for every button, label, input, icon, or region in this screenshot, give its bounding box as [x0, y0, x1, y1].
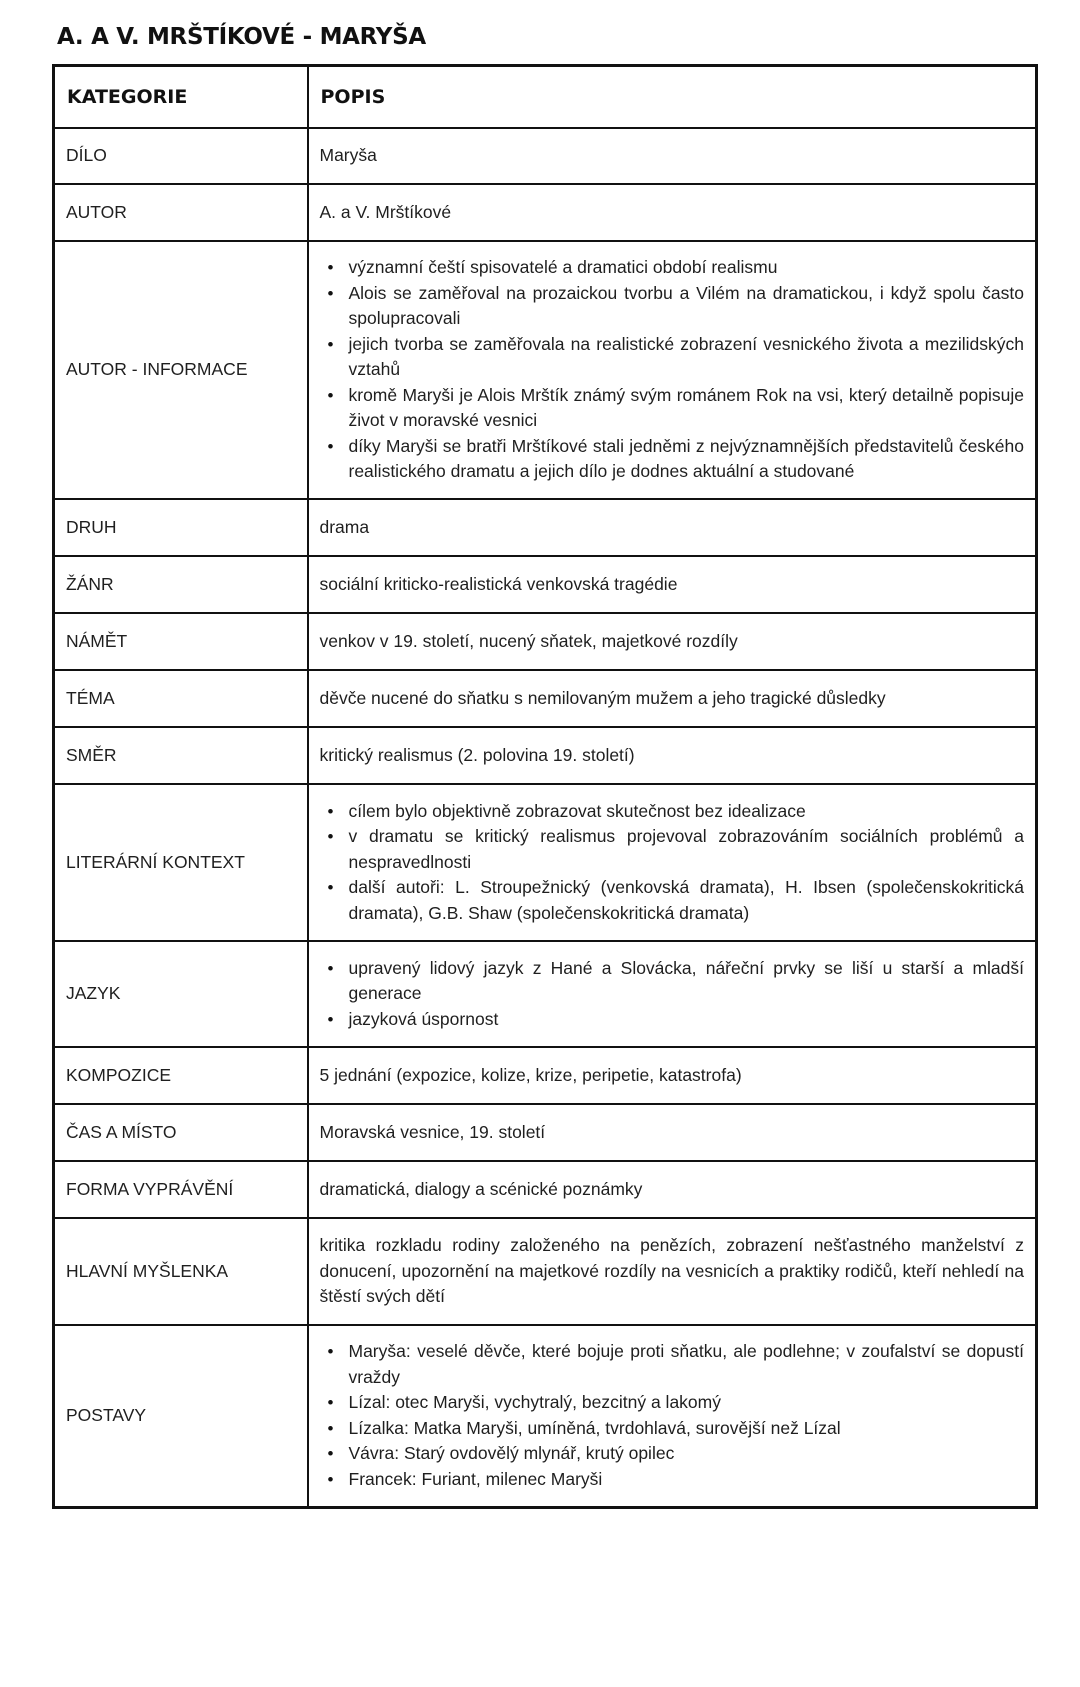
list-item: • významní čeští spisovatelé a dramatici období realismu: [349, 255, 1025, 281]
row-description: děvče nucené do sňatku s nemilovaným mužem a jeho tragické důsledky: [308, 670, 1037, 727]
row-description: [308, 941, 1037, 1047]
row-category: TÉMA: [54, 670, 308, 727]
row-description: [308, 1325, 1037, 1507]
header-description: POPIS: [308, 66, 1037, 129]
list-item: • Lízalka: Matka Maryši, umíněná, tvrdohlavá, surovější než Lízal: [349, 1416, 1025, 1442]
row-description: sociální kriticko-realistická venkovská tragédie: [308, 556, 1037, 613]
list-item: • Francek: Furiant, milenec Maryši: [349, 1467, 1025, 1493]
bullet-list: [320, 956, 1025, 1033]
row-category: LITERÁRNÍ KONTEXT: [54, 784, 308, 941]
table-row-kompozice: [54, 1047, 1037, 1104]
row-category: HLAVNÍ MYŠLENKA: [54, 1218, 308, 1325]
row-description: kritika rozkladu rodiny založeného na penězích, zobrazení nešťastného manželství z donucení, upozornění na majetkové rozdíly na vesnicích a praktiky rodičů, kteří nehledí na štěstí svých dětí: [308, 1218, 1037, 1325]
table-row-jazyk: [54, 941, 1037, 1047]
row-category: DÍLO: [54, 128, 308, 184]
row-description: Moravská vesnice, 19. století: [308, 1104, 1037, 1161]
list-item: • jejich tvorba se zaměřovala na realistické zobrazení vesnického života a mezilidských vztahů: [349, 332, 1025, 383]
row-category: POSTAVY: [54, 1325, 308, 1507]
table-row-dilo: [54, 128, 1037, 184]
bullet-list: [320, 799, 1025, 927]
row-description: Maryša: [308, 128, 1037, 184]
page-title: A. A V. MRŠTÍKOVÉ - MARYŠA: [57, 24, 426, 50]
row-category: SMĚR: [54, 727, 308, 784]
list-item: • díky Maryši se bratři Mrštíkové stali jedněmi z nejvýznamnějších představitelů českého realistického dramatu a jejich dílo je dodnes aktuální a studované: [349, 434, 1025, 485]
row-category: KOMPOZICE: [54, 1047, 308, 1104]
row-description: [308, 241, 1037, 499]
table-row-smer: [54, 727, 1037, 784]
table-row-autor-informace: [54, 241, 1037, 499]
list-item: • Vávra: Starý ovdovělý mlynář, krutý opilec: [349, 1441, 1025, 1467]
bullet-list: [320, 1339, 1025, 1492]
row-category: ČAS A MÍSTO: [54, 1104, 308, 1161]
row-category: ŽÁNR: [54, 556, 308, 613]
list-item: • Alois se zaměřoval na prozaickou tvorbu a Vilém na dramatickou, i když spolu často spolupracovali: [349, 281, 1025, 332]
row-description: drama: [308, 499, 1037, 556]
table-row-hlavni-myslenka: [54, 1218, 1037, 1325]
table-header-row: [54, 66, 1037, 129]
table-row-autor: [54, 184, 1037, 241]
table-row-cas-a-misto: [54, 1104, 1037, 1161]
table-row-forma-vypraveni: [54, 1161, 1037, 1218]
summary-table: [52, 64, 1038, 1509]
row-category: AUTOR: [54, 184, 308, 241]
row-description: 5 jednání (expozice, kolize, krize, peripetie, katastrofa): [308, 1047, 1037, 1104]
header-category: KATEGORIE: [54, 66, 308, 129]
list-item: • jazyková úspornost: [349, 1007, 1025, 1033]
row-description: A. a V. Mrštíkové: [308, 184, 1037, 241]
row-category: FORMA VYPRÁVĚNÍ: [54, 1161, 308, 1218]
list-item: • upravený lidový jazyk z Hané a Slovácka, nářeční prvky se liší u starší a mladší generace: [349, 956, 1025, 1007]
row-description: kritický realismus (2. polovina 19. století): [308, 727, 1037, 784]
list-item: • v dramatu se kritický realismus projevoval zobrazováním sociálních problémů a nespravedlnosti: [349, 824, 1025, 875]
row-description: dramatická, dialogy a scénické poznámky: [308, 1161, 1037, 1218]
row-category: AUTOR - INFORMACE: [54, 241, 308, 499]
list-item: • kromě Maryši je Alois Mrštík známý svým románem Rok na vsi, který detailně popisuje život v moravské vesnici: [349, 383, 1025, 434]
row-category: DRUH: [54, 499, 308, 556]
table-row-literarni-kontext: [54, 784, 1037, 941]
row-description: venkov v 19. století, nucený sňatek, majetkové rozdíly: [308, 613, 1037, 670]
bullet-list: [320, 255, 1025, 485]
list-item: • Maryša: veselé děvče, které bojuje proti sňatku, ale podlehne; v zoufalství se dopustí vraždy: [349, 1339, 1025, 1390]
table-row-tema: [54, 670, 1037, 727]
table-row-zanr: [54, 556, 1037, 613]
list-item: • cílem bylo objektivně zobrazovat skutečnost bez idealizace: [349, 799, 1025, 825]
table-row-namet: [54, 613, 1037, 670]
list-item: • Lízal: otec Maryši, vychytralý, bezcitný a lakomý: [349, 1390, 1025, 1416]
row-category: NÁMĚT: [54, 613, 308, 670]
list-item: • další autoři: L. Stroupežnický (venkovská dramata), H. Ibsen (společenskokritická dramata), G.B. Shaw (společenskokritická dramata): [349, 875, 1025, 926]
table-row-druh: [54, 499, 1037, 556]
table-row-postavy: [54, 1325, 1037, 1507]
row-description: [308, 784, 1037, 941]
row-category: JAZYK: [54, 941, 308, 1047]
